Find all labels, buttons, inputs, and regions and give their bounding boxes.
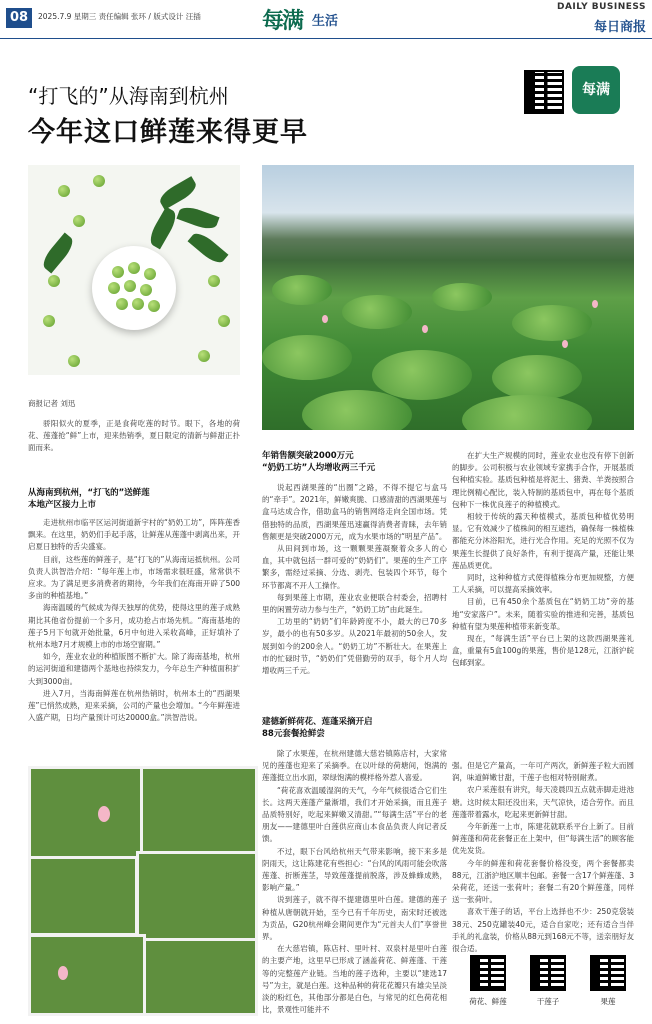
page-number: 08 (6, 8, 32, 28)
qr-label-fruit-lotus: 果莲 (600, 997, 616, 1006)
paragraph: 除了水果莲，在杭州建德大慈岩镇陈店村，大家常见的莲蓬也迎来了采摘季。在以叶绿的荷塘间，饱满的莲蓬挺立出水面，翠绿饱满的模样格外惹人喜爱。 (262, 749, 447, 783)
issue-info: 2025.7.9 星期三 责任编辑 张环 / 版式设计 汪插 (38, 12, 201, 21)
paragraph: 今年新莲一上市，陈建花就联系平台上新了。目前鲜莲蓬和荷花套餐正在上架中，但“每满生活”的顾客能优先发货。 (452, 822, 634, 856)
paragraph: 从田间到市场，这一颗颗果莲凝聚着众多人的心血，其中就包括一群可爱的“奶奶们”。果莲的生产工序繁多，需经过采摘、分选、剥壳、包装四个环节，每个环节都离不开人工操作。 (262, 544, 447, 590)
section-name: 生活 (312, 14, 339, 29)
paper-name: 每日商报 (593, 20, 646, 35)
paragraph: 农户采莲很有讲究，每天凌晨四五点就赤脚走进池塘。这时候太阳还没出来，天气凉快，适合劳作。而且莲蓬带着露水，吃起来更新鲜甘甜。 (452, 785, 634, 819)
paragraph: 同时，这种种植方式使得植株分布更加规整，方便工人采摘，可以提高采摘效率。 (452, 573, 634, 595)
paragraph: 进入7月，当海南鲜莲在杭州热销时，杭州本土的“西湖果莲”已悄然成熟，迎来采摘，公司的产量也会增加。“今年鲜莲进入盛产期，日均产量预计可达20000盒。”洪智浩说。 (28, 688, 240, 723)
paragraph: 今年的鲜莲和荷花套餐价格没变，两个套餐都卖88元，江浙沪地区顺丰包邮。套餐一含17个鲜莲蓬、3朵荷花，还送一张荷叶；套餐二有20个鲜莲蓬，同样送一张荷叶。 (452, 858, 634, 905)
paragraph: 在大慈岩镇，陈店村、里叶村、双泉村是里叶白莲的主要产地，这里早已形成了涵盖荷花、鲜莲蓬、干莲等的完整莲产业链。当地的莲子选种，主要以“建选17号”为主，就是白莲。这种品种的荷花花瓣只有雄尖呈淡淡的粉红色，其他部分都是白色，与常见的红色荷花相比，景观性可能并不 (262, 944, 447, 1015)
section4-heading-line1: 建德新鲜荷花、莲蓬采摘开启 (262, 717, 373, 727)
section4 (262, 716, 447, 1016)
section1-heading-line1: 从海南到杭州，“打飞的”送鲜莲 (28, 488, 150, 498)
paragraph: 每到果莲上市期，莲业农业便联合村委会，招聘村里的闲置劳动力参与生产，“奶奶工坊”由此诞生。 (262, 592, 447, 615)
section2-heading-line1: 年销售额突破2000万元 (262, 451, 354, 461)
sub-headline: “打飞的”从海南到杭州 (28, 84, 229, 108)
paragraph: 说到莲子，就不得不提建德里叶白莲。建德的莲子种植从唐朝就开始，至今已有千年历史，南宋时还被选为贡品，G20杭州峰会期间更作为“元首夫人们”享誉世界。 (262, 895, 447, 942)
section2-heading-line2: “奶奶工坊”人均增收两三千元 (262, 463, 376, 473)
photo-credit: 商报记者 刘迅 (28, 399, 76, 408)
paragraph: 目前，这些莲的鲜莲子，是“打飞的”从海南运抵杭州。公司负责人洪智浩介绍：“每年莲上市，市场需求很旺盛，常常供不应求。为了满足更多消费者的期待，今年我们在海南开辟了500多亩的种植基地。” (28, 554, 240, 601)
paragraph: 现在，“每满生活”平台已上架的这款西湖果莲礼盒，重量有5盒100g的果莲，售价是128元，江浙沪皖包邮到家。 (452, 634, 634, 668)
header-divider (0, 38, 652, 39)
paper-logo: 每满 (262, 8, 303, 34)
section1 (28, 487, 240, 724)
qr-code-icon[interactable] (470, 955, 506, 991)
section1-heading-line2: 本地产区接力上市 (28, 500, 97, 510)
lotus-pond-photo (262, 165, 634, 430)
paragraph: 相较于传统的露天种植模式，基质包种植优势明显。它有效减少了植株间的相互遮挡，确保每一株植株都能充分沐浴阳光，进行光合作用。充足的光照不仅为果莲生长提供了良好条件，有利于提高产量，还能让果莲品质更优。 (452, 512, 634, 570)
section4-heading-line2: 88元套餐抢鲜尝 (262, 729, 325, 739)
paragraph: 如今，莲业农业的种植版图不断扩大。除了海南基地，杭州的运河街道和建德两个基地也持续发力，今年总生产种植面积扩大到3000亩。 (28, 652, 240, 686)
paragraph: 说起西湖果莲的“出圈”之路，不得不提它与盒马的“牵手”。2021年，鲜嫩爽脆、口感清甜的西湖果莲与盒马达成合作，借助盒马的销售网络走向全国市场。凭借独特的品质，西湖果莲迅速赢得消费者青睐，去年销售额更是突破2000万元，成为水果市场的“明星产品”。 (262, 483, 447, 541)
daily-business-label: DAILY BUSINESS (556, 2, 646, 12)
section3 (452, 450, 634, 670)
qr-code-icon[interactable] (530, 955, 566, 991)
seed-plate (92, 246, 176, 330)
section5 (452, 760, 634, 955)
paragraph: 不过，眼下台风给杭州天气带来影响，接下来多是阴雨天，这让陈建花有些担心：“台风的风雨可能会吹落莲蓬、折断莲茎，导致莲蓬提前脱落，涉及蜂蜂成熟，影响产量。” (262, 846, 447, 893)
paragraph: 海南温暖的气候成为得天独厚的优势，使得这里的莲子成熟期比其他省份提前一个多月，成功抢占市场先机。“海南基地的莲子5月下旬就开始批量，6月中旬进入采收高峰，正好填补了杭州本地7月才规模上市的市场空窗期。” (28, 603, 240, 650)
paragraph: 工坊里的“奶奶”们年龄跨度不小，最大的已70多岁，最小的也有50多岁。从2021年最初的50余人，发展到如今的200余人。“奶奶工坊”不断壮大。在果莲上市的忙碌时节，“奶奶们”凭借勤劳的双手，每个月人均增收两三千元。 (262, 617, 447, 676)
paragraph: 强。但是它产量高，一年可产两次，新鲜莲子粒大而圆润，味道鲜嫩甘甜，干莲子也相对特别耐煮。 (452, 761, 634, 783)
qr-code-icon[interactable] (590, 955, 626, 991)
main-headline: 今年这口鲜莲来得更早 (28, 117, 308, 148)
qr-label-lotus-flower: 荷花、鲜莲 (469, 997, 507, 1006)
intro-paragraph: 骄阳似火的夏季，正是食荷吃莲的时节。眼下，各地的荷花、莲蓬抢“鲜”上市，迎来热销季，夏日限定的清新与鲜甜正扑面而来。 (28, 419, 240, 453)
paragraph: 喜欢干莲子的话，平台上选择也不少：250克袋装38元、250克罐装40元，适合自家吃；还有适合当伴手礼的礼盒装，价格从88元到168元不等，送亲朋好友很合适。 (452, 907, 634, 954)
qr-label-dried-seeds: 干莲子 (536, 997, 560, 1006)
qr-code-icon[interactable] (524, 70, 564, 114)
paragraph: 在扩大生产规模的同时，莲业农业也没有停下创新的脚步。公司积极与农业领域专家携手合作，开展基质包种植实验。基质包种植是将泥土、猪粪、羊粪按照合理比例精心配比，装入特制的基质包中，再在每个基质包种下一株优良莲子的种植模式。 (452, 451, 634, 509)
lotus-pods-boxes-photo (28, 766, 258, 1016)
section2 (262, 450, 447, 677)
brand-logo: 每满 (572, 66, 620, 114)
paragraph: 走进杭州市临平区运河街道新宇村的“奶奶工坊”，阵阵莲香飘来。在这里，奶奶们手起手落，让鲜莲从莲蓬中剥离出来，开启夏日独特的舌尖盛宴。 (28, 518, 240, 552)
paragraph: 目前，已有450余个基质包在“奶奶工坊”旁的基地“安家落户”。未来，随着实验的推进和完善，基质包种植有望为果莲种植带来新变革。 (452, 597, 634, 631)
paragraph: “荷花喜欢温暖湿润的天气，今年气候很适合它们生长。这两天莲蓬产量渐增，我们才开始采摘，而且莲子品质特别好，吃起来鲜嫩又清甜。”“每满生活”平台的老朋友——建德里叶白莲供应商山本食品负责人向记者反馈。 (262, 785, 447, 844)
